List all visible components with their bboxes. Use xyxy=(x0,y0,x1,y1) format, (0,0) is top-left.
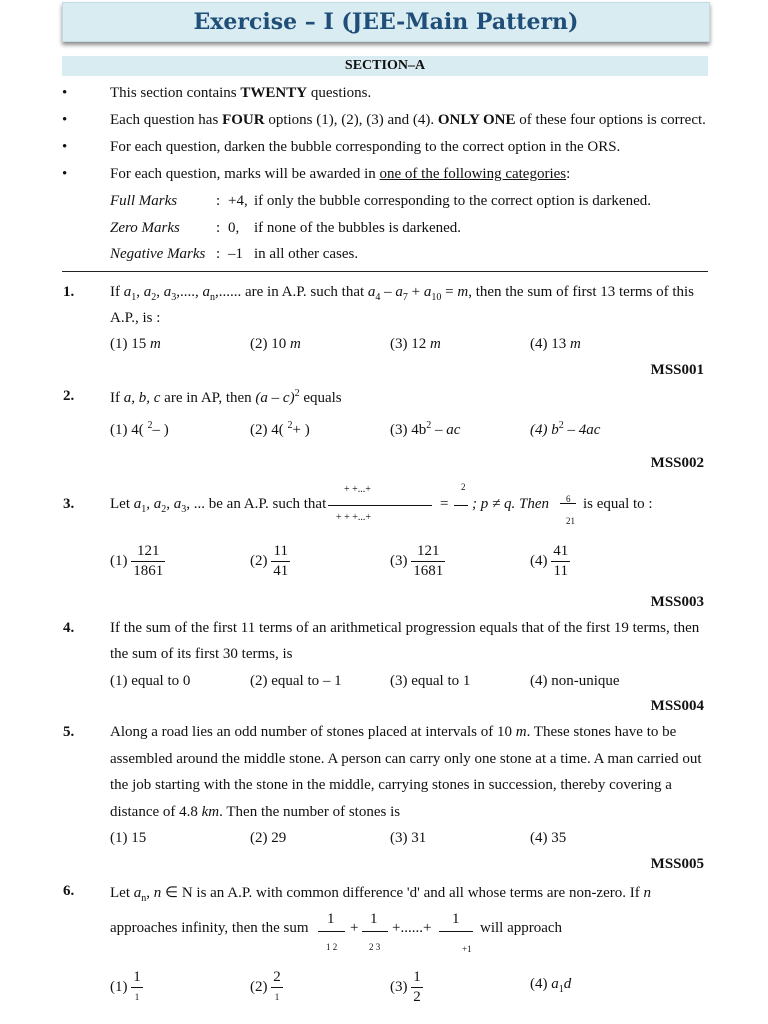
fraction-bar xyxy=(439,931,473,932)
question-text: will approach xyxy=(480,920,563,936)
rhs-bar xyxy=(454,505,468,506)
fraction-denominator: 1 2 xyxy=(326,942,338,952)
bullet: • xyxy=(62,112,68,128)
question-code: MSS003 xyxy=(650,594,704,610)
question-code: MSS005 xyxy=(650,856,704,872)
page-title: Exercise – I (JEE-Main Pattern) xyxy=(62,2,710,42)
option-1[interactable]: (1) 15 m xyxy=(110,336,161,352)
instruction-2: Each question has FOUR options (1), (2), (3) and (4). ONLY ONE of these four options is correct. xyxy=(110,112,706,128)
bullet: • xyxy=(62,139,68,155)
option-2[interactable]: (2) 10 m xyxy=(250,336,301,352)
question-text: distance of 4.8 km. Then the number of stones is xyxy=(110,804,401,820)
marks-colon: : xyxy=(216,246,221,262)
option-4[interactable]: (4) non-unique xyxy=(530,673,620,689)
fraction-numerator: 1 xyxy=(327,911,335,927)
option-2[interactable]: (2) 4( $^2$+ ) xyxy=(250,420,310,438)
option-1[interactable]: (1) 15 xyxy=(110,830,147,846)
option-3[interactable]: (3) equal to 1 xyxy=(390,673,471,689)
option-4[interactable]: (4) 35 xyxy=(530,830,567,846)
question-text: is equal to : xyxy=(583,496,653,512)
fraction-numerator: 1 xyxy=(452,911,460,927)
option-2[interactable]: (2) $\frac{2}{1}$ xyxy=(250,969,281,1002)
question-code: MSS001 xyxy=(650,362,704,378)
option-2[interactable]: (2) $\frac{11}{41}$ xyxy=(250,543,289,579)
divider xyxy=(62,271,708,272)
option-3[interactable]: (3) 31 xyxy=(390,830,427,846)
fraction-numerator: + +...+ xyxy=(344,484,371,495)
question-number: 1. xyxy=(63,284,75,300)
small-denominator: 21 xyxy=(566,516,575,526)
question-text: the sum of its first 30 terms, is xyxy=(110,646,293,662)
question-text: approaches infinity, then the sum xyxy=(110,920,309,936)
option-4[interactable]: (4) $a_1d$ xyxy=(530,976,572,995)
small-bar xyxy=(560,503,576,504)
question-text: ; p ≠ q. Then xyxy=(472,496,549,512)
option-3[interactable]: (3) 12 m xyxy=(390,336,441,352)
option-2[interactable]: (2) 29 xyxy=(250,830,287,846)
fraction-numerator: 1 xyxy=(370,911,378,927)
option-3[interactable]: (3) $4b^2$ – ac xyxy=(390,420,461,438)
plus-sign: + xyxy=(350,920,359,936)
fraction-bar xyxy=(328,505,432,506)
option-2[interactable]: (2) equal to – 1 xyxy=(250,673,342,689)
option-1[interactable]: (1) 4( $^2$– ) xyxy=(110,420,169,438)
marks-value: –1 xyxy=(228,246,243,262)
option-4[interactable]: (4) $\frac{41}{11}$ xyxy=(530,543,569,579)
marks-desc: if none of the bubbles is darkened. xyxy=(254,220,462,236)
question-text: If the sum of the first 11 terms of an arithmetical progression equals that of the first 19 terms, then xyxy=(110,620,700,636)
bullet: • xyxy=(62,166,68,182)
option-3[interactable]: (3) $\frac{121}{1681}$ xyxy=(390,543,444,579)
question-text: Let $a_n$, n ∈ N is an A.P. with common difference 'd' and all whose terms are non-zero. If n xyxy=(110,885,651,904)
instruction-3: For each question, darken the bubble corresponding to the correct option in the ORS. xyxy=(110,139,621,155)
option-1[interactable]: (1) equal to 0 xyxy=(110,673,191,689)
question-text: assembled around the middle stone. A person can carry only one stone at a time. A man carried out xyxy=(110,751,702,767)
fraction-bar xyxy=(318,931,345,932)
marks-value: 0, xyxy=(228,220,240,236)
marks-desc: if only the bubble corresponding to the correct option is darkened. xyxy=(254,193,651,209)
question-number: 3. xyxy=(63,496,75,512)
marks-value: +4, xyxy=(228,193,248,209)
question-text: If $a_1$, $a_2$, $a_3$,...., $a_n$,...... are in A.P. such that $a_4 - a_7 + a_{10} = m$, then the sum of first 13 terms of this xyxy=(110,284,694,303)
question-code: MSS002 xyxy=(650,455,704,471)
option-1[interactable]: (1) $\frac{1}{1}$ xyxy=(110,969,141,1002)
option-3[interactable]: (3) $\frac{1}{2}$ xyxy=(390,969,421,1005)
fraction-denominator: +1 xyxy=(462,944,472,954)
option-4[interactable]: (4) $b^2 - 4ac$ xyxy=(530,420,601,438)
marks-colon: : xyxy=(216,193,221,209)
marks-label: Zero Marks xyxy=(110,220,180,236)
fraction-denominator: + + +...+ xyxy=(336,512,372,523)
question-text: Let $a_1$, $a_2$, $a_3$, ... be an A.P. such that xyxy=(110,496,327,515)
option-4[interactable]: (4) 13 m xyxy=(530,336,581,352)
question-number: 2. xyxy=(63,388,75,404)
question-number: 5. xyxy=(63,724,75,740)
fraction-bar xyxy=(362,931,388,932)
bullet: • xyxy=(62,85,68,101)
question-number: 4. xyxy=(63,620,75,636)
question-number: 6. xyxy=(63,883,75,899)
section-header: SECTION–A xyxy=(62,56,708,76)
instruction-4: For each question, marks will be awarded in one of the following categories: xyxy=(110,166,571,182)
fraction-denominator: 2 3 xyxy=(369,942,381,952)
ellipsis: +......+ xyxy=(392,920,432,936)
small-numerator: 6 xyxy=(566,494,571,504)
question-code: MSS004 xyxy=(650,698,704,714)
marks-label: Full Marks xyxy=(110,193,178,209)
question-text: A.P., is : xyxy=(110,310,161,326)
marks-label: Negative Marks xyxy=(110,246,206,262)
instruction-1: This section contains TWENTY questions. xyxy=(110,85,372,101)
marks-colon: : xyxy=(216,220,221,236)
rhs-numerator: 2 xyxy=(461,482,466,492)
question-text: If a, b, c are in AP, then (a – c)$^2$ equals xyxy=(110,388,342,406)
question-text: Along a road lies an odd number of stones placed at intervals of 10 m. These stones have to be xyxy=(110,724,677,740)
option-1[interactable]: (1) $\frac{121}{1861}$ xyxy=(110,543,164,579)
question-text: the job starting with the stone in the middle, carrying stones in succession, thereby covering a xyxy=(110,777,672,793)
marks-desc: in all other cases. xyxy=(254,246,359,262)
